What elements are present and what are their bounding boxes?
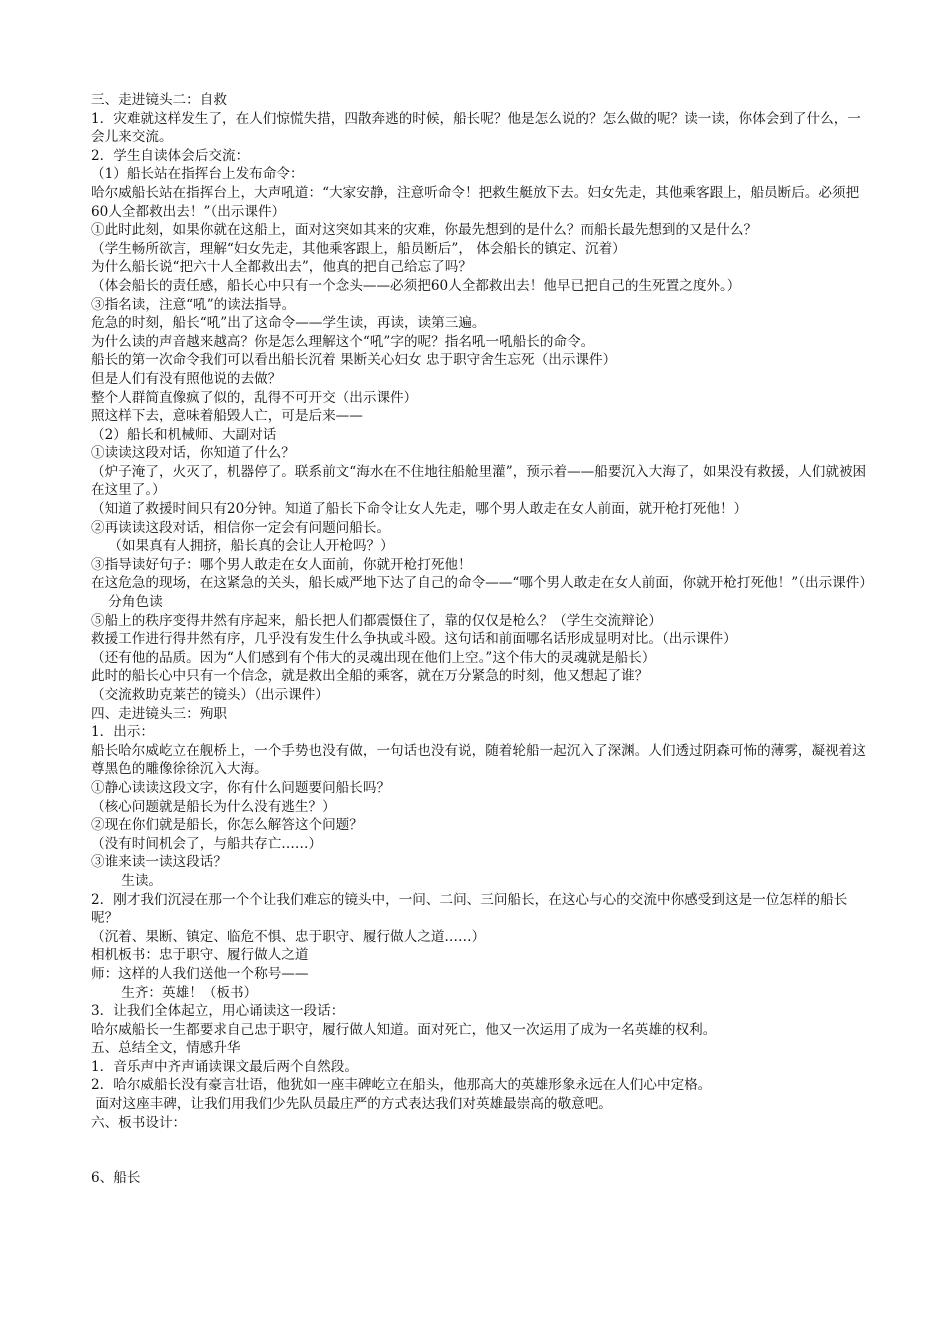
paragraph: 为什么船长说“把六十人全都救出去”，他真的把自己给忘了吗？: [91, 259, 472, 276]
paragraph: 2．哈尔威船长没有豪言壮语，他犹如一座丰碑屹立在船头，他那高大的英雄形象永远在人们心中定格。: [91, 1077, 712, 1094]
paragraph: （体会船长的责任感，船长心中只有一个念头——必须把60人全都救出去！他早已把自己的生死置之度外。）: [91, 277, 741, 294]
paragraph: ①此时此刻，如果你就在这船上，面对这突如其来的灾难，你最先想到的是什么？而船长最先想到的又是什么？: [91, 222, 758, 239]
paragraph: 1．音乐声中齐声诵读课文最后两个自然段。: [91, 1058, 358, 1075]
paragraph: ②现在你们就是船长，你怎么解答这个问题？: [91, 817, 363, 834]
paragraph: ①静心读读这段文字，你有什么问题要问船长吗？: [91, 779, 391, 796]
section-heading: 六、板书设计：: [91, 1114, 187, 1131]
blank-space: [91, 1132, 871, 1169]
paragraph: 面对这座丰碑，让我们用我们少先队员最庄严的方式表达我们对英雄最崇高的敬意吧。: [91, 1096, 612, 1113]
paragraph: （沉着、果断、镇定、临危不惧、忠于职守、履行做人之道……）: [91, 928, 486, 945]
paragraph: 危急的时刻，船长“吼”出了这命令——学生读，再读，读第三遍。: [91, 315, 486, 332]
paragraph: 分角色读: [91, 594, 163, 611]
paragraph: （如果真有人拥挤，船长真的会让人开枪吗？）: [91, 538, 394, 555]
paragraph: ③指名读，注意“吼”的读法指导。: [91, 296, 296, 313]
paragraph: ①读读这段对话，你知道了什么？: [91, 445, 295, 462]
paragraph: 师：这样的人我们送他一个称号——: [91, 965, 309, 982]
paragraph: 生读。: [91, 872, 163, 889]
paragraph: 整个人群简直像疯了似的，乱得不可开交（出示课件）: [91, 389, 418, 406]
paragraph: 3．让我们全体起立，用心诵读这一段话：: [91, 1003, 345, 1020]
paragraph: （1）船长站在指挥台上发布命令：: [91, 166, 304, 183]
paragraph: （没有时间机会了，与船共存亡……）: [91, 835, 323, 852]
section-heading: 三、走进镜头二：自救: [91, 92, 227, 108]
paragraph: 在这危急的现场，在这紧急的关头，船长威严地下达了自己的命令——“哪个男人敢走在女人前面，你就开枪打死他！”（出示课件）: [91, 575, 873, 592]
paragraph: 船长的第一次命令我们可以看出船长沉着 果断关心妇女 忠于职守舍生忘死（出示课件）: [91, 352, 617, 369]
paragraph: （核心问题就是船长为什么没有逃生？）: [91, 798, 336, 815]
paragraph: （2）船长和机械师、大副对话: [91, 426, 277, 443]
paragraph: 为什么读的声音越来越高？你是怎么理解这个“吼”字的呢？指名吼一吼船长的命令。: [91, 333, 595, 350]
paragraph: 2．学生自读体会后交流：: [91, 147, 250, 164]
paragraph: （学生畅所欲言，理解“妇女先走，其他乘客跟上，船员断后”， 体会船长的镇定、沉着）: [91, 240, 626, 257]
paragraph: ⑤船上的秩序变得井然有序起来，船长把人们都震慑住了，靠的仅仅是枪么？（学生交流辩论）: [91, 612, 662, 629]
paragraph: 相机板书：忠于职守、履行做人之道: [91, 947, 309, 964]
paragraph: 照这样下去，意味着船毁人亡，可是后来——: [91, 408, 363, 425]
paragraph: 1．出示：: [91, 724, 155, 741]
paragraph: 2．刚才我们沉浸在那一个个让我们难忘的镜头中，一问、二问、三问船长，在这心与心的交流中你感受到这是一位怎样的船长呢？: [91, 891, 848, 927]
paragraph: 1．灾难就这样发生了，在人们惊慌失措，四散奔逃的时候，船长呢？他是怎么说的？怎么做的呢？读一读，你体会到了什么，一会儿来交流。: [91, 110, 861, 146]
paragraph: ③指导读好句子：哪个男人敢走在女人面前，你就开枪打死他！: [91, 556, 472, 573]
paragraph: ③谁来读一读这段话？: [91, 854, 227, 871]
paragraph: 哈尔威船长站在指挥台上，大声吼道：“大家安静，注意听命令！把救生艇放下去。妇女先走，其他乘客跟上，船员断后。必须把60人全都救出去！”（出示课件）: [91, 184, 860, 220]
paragraph: ②再读读这段对话，相信你一定会有问题问船长。: [91, 519, 391, 536]
paragraph: （交流救助克莱芒的镜头）（出示课件）: [91, 687, 329, 703]
paragraph: （知道了救援时间只有20分钟。知道了船长下命令让女人先走，哪个男人敢走在女人前面，就开枪打死他！）: [91, 501, 748, 518]
paragraph: （炉子淹了，火灭了，机器停了。联系前文“海水在不住地往船舱里灌”，预示着——船要沉入大海了，如果没有救援，人们就被困在这里了。）: [91, 463, 867, 499]
paragraph: 此时的船长心中只有一个信念，就是救出全船的乘客，就在万分紧急的时刻，他又想起了谁？: [91, 668, 649, 685]
paragraph: （还有他的品质。因为“人们感到有个伟大的灵魂出现在他们上空。”这个伟大的灵魂就是船长）: [91, 649, 656, 666]
paragraph: 哈尔威船长一生都要求自己忠于职守，履行做人知道。面对死亡，他又一次运用了成为一名英雄的权利。: [91, 1021, 717, 1038]
section-heading: 四、走进镜头三：殉职: [91, 705, 227, 722]
paragraph: 生齐：英雄！（板书）: [91, 984, 258, 1001]
board-title: 6、船长: [91, 1170, 141, 1187]
paragraph: 但是人们有没有照他说的去做？: [91, 370, 282, 387]
document-body: [91, 91, 871, 1188]
section-heading: 五、总结全文，情感升华: [91, 1040, 241, 1057]
paragraph: 船长哈尔威屹立在舰桥上，一个手势也没有做，一句话也没有说，随着轮船一起沉入了深渊。人们透过阴森可怖的薄雾，凝视着这尊黑色的雕像徐徐沉入大海。: [91, 742, 866, 778]
paragraph: 救援工作进行得井然有序，几乎没有发生什么争执或斗殴。这句话和前面哪名话形成显明对比。（出示课件）: [91, 631, 737, 648]
